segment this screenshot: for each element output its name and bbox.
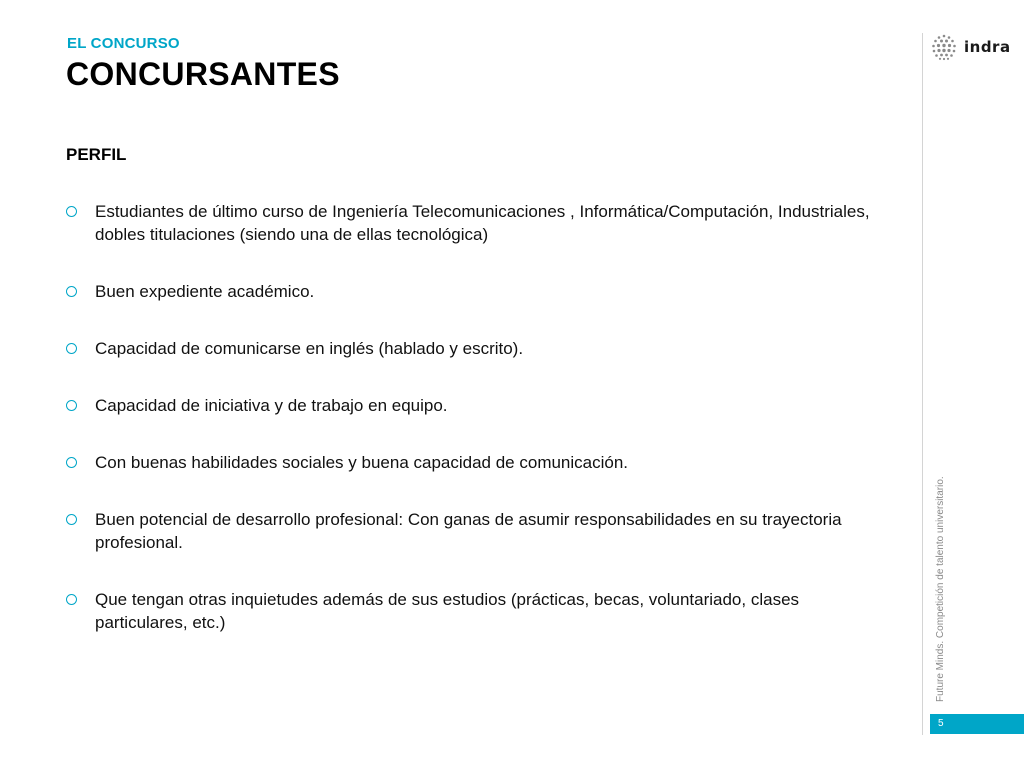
list-item xyxy=(66,451,886,474)
circle-bullet-icon xyxy=(66,206,77,217)
circle-bullet-icon xyxy=(66,400,77,411)
list-item xyxy=(66,280,886,303)
vertical-caption: Future Minds. Competición de talento universitario. xyxy=(935,476,946,702)
circle-bullet-icon xyxy=(66,343,77,354)
page-title: CONCURSANTES xyxy=(66,56,340,92)
circle-bullet-icon xyxy=(66,286,77,297)
circle-bullet-icon xyxy=(66,594,77,605)
list-item-text: Capacidad de comunicarse en inglés (hablado y escrito). xyxy=(95,339,524,358)
indra-logo xyxy=(930,33,1011,61)
list-item-text: Estudiantes de último curso de Ingeniería Telecomunicaciones , Informática/Computación, Industriales, dobles titulaciones (siendo una de ellas tecnológica) xyxy=(95,202,870,244)
list-item xyxy=(66,588,886,634)
list-item xyxy=(66,508,886,554)
list-item xyxy=(66,394,886,417)
list-item-text: Buen expediente académico. xyxy=(95,282,315,301)
list-item-text: Buen potencial de desarrollo profesional: Con ganas de asumir responsabilidades en su trayectoria profesional. xyxy=(95,510,842,552)
list-item-text: Con buenas habilidades sociales y buena capacidad de comunicación. xyxy=(95,453,629,472)
bullet-list xyxy=(66,200,886,668)
logo-text: indra xyxy=(964,38,1011,56)
circle-bullet-icon xyxy=(66,514,77,525)
page-number: 5 xyxy=(938,718,944,729)
circle-bullet-icon xyxy=(66,457,77,468)
dot-globe-icon xyxy=(930,33,958,61)
section-label: EL CONCURSO xyxy=(67,35,180,52)
vertical-divider xyxy=(922,33,923,735)
list-item-text: Que tengan otras inquietudes además de sus estudios (prácticas, becas, voluntariado, clases particulares, etc.) xyxy=(95,590,800,632)
list-item xyxy=(66,200,886,246)
page-number-bar xyxy=(930,714,1024,734)
list-item xyxy=(66,337,886,360)
list-item-text: Capacidad de iniciativa y de trabajo en equipo. xyxy=(95,396,448,415)
subheading: PERFIL xyxy=(66,145,127,164)
